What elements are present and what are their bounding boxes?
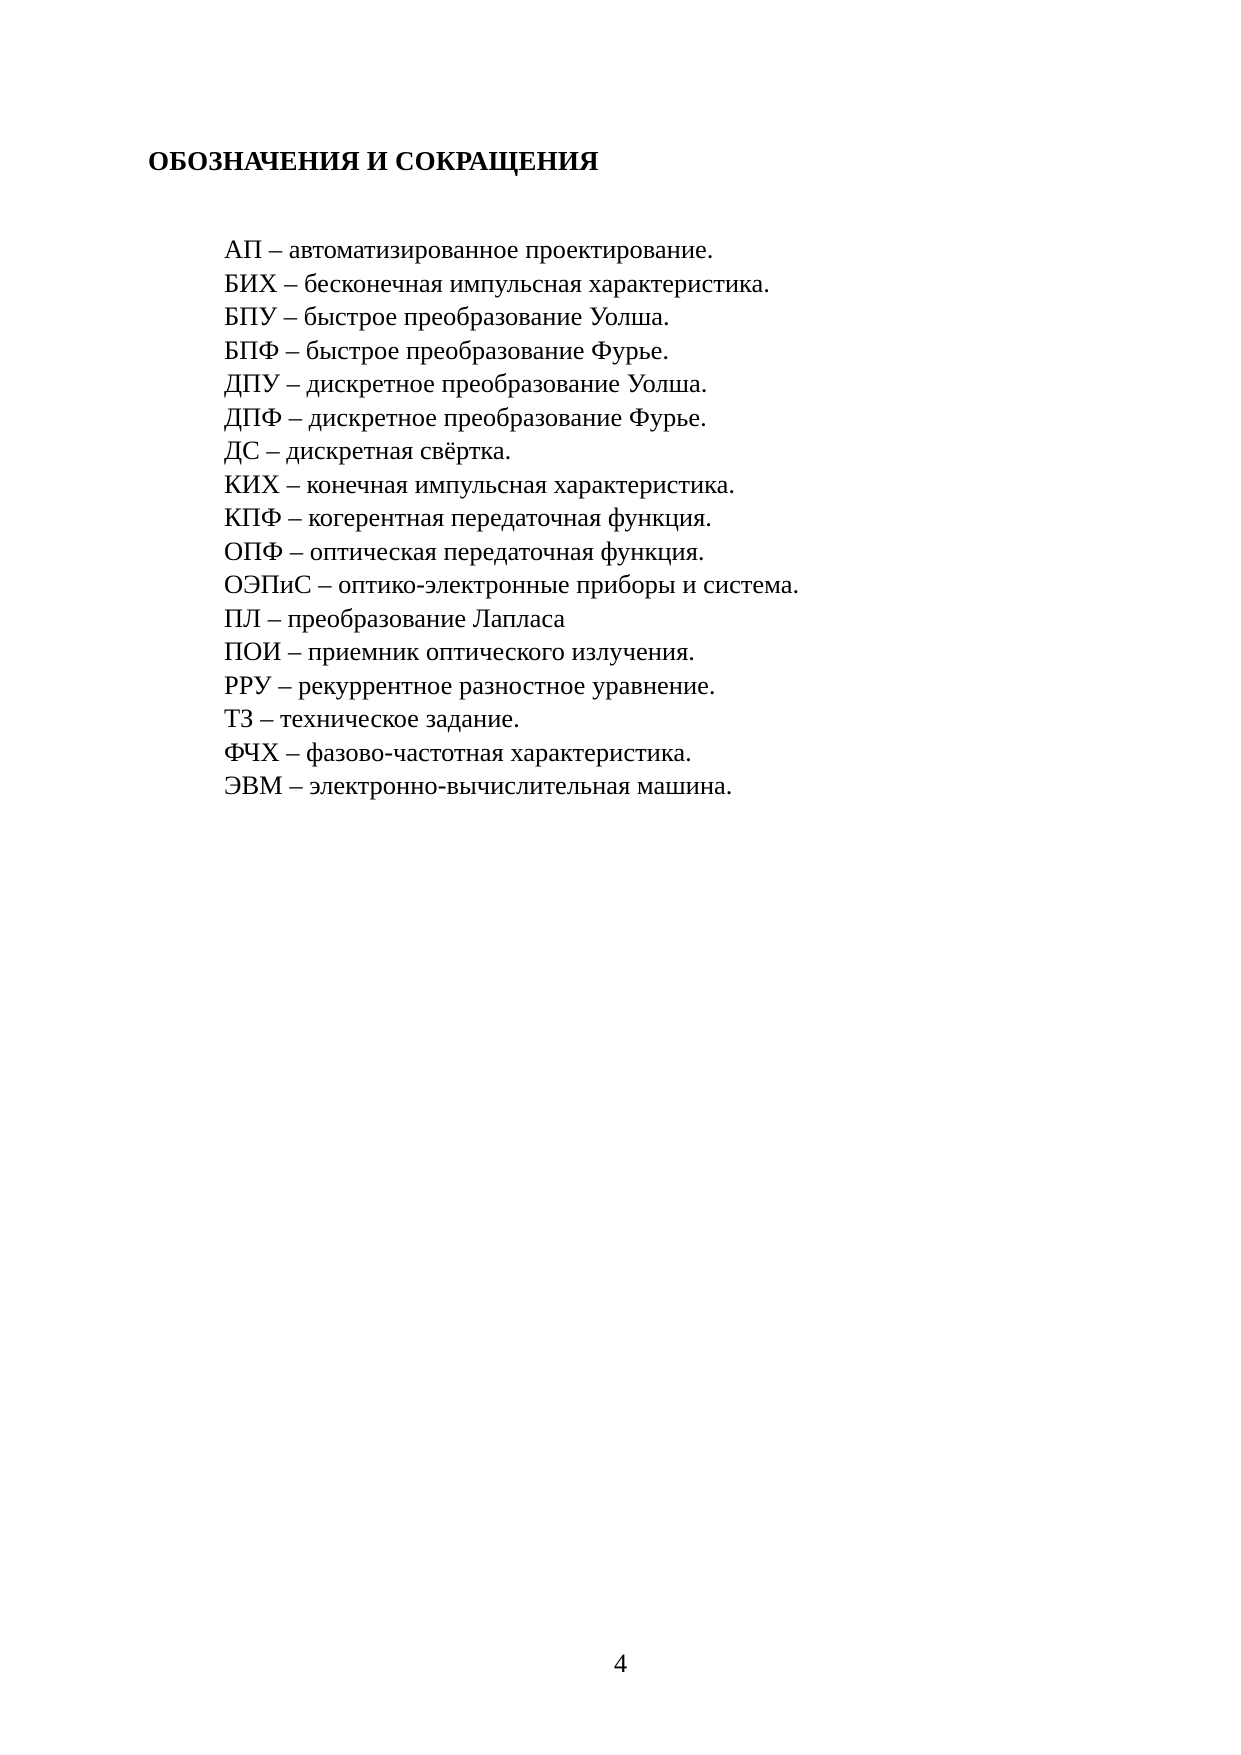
abbreviation-item: ЭВМ – электронно-вычислительная машина.	[224, 770, 733, 800]
abbreviation-item: БПФ – быстрое преобразование Фурье.	[224, 334, 670, 365]
abbreviation-item: КИХ – конечная импульсная характеристика.	[224, 468, 736, 499]
abbreviation-item: БИХ – бесконечная импульсная характеристика.	[224, 267, 770, 298]
abbreviation-item: ФЧХ – фазово-частотная характеристика.	[224, 736, 692, 767]
abbreviation-item: ДПФ – дискретное преобразование Фурье.	[224, 401, 707, 432]
abbreviation-item: РРУ – рекуррентное разностное уравнение.	[224, 669, 716, 700]
abbreviation-list	[224, 233, 799, 803]
abbreviation-item: ПОИ – приемник оптического излучения.	[224, 636, 695, 666]
abbreviation-item: ОЭПиС – оптико-электронные приборы и система.	[224, 569, 800, 599]
abbreviation-item: ДПУ – дискретное преобразование Уолша.	[224, 368, 708, 398]
abbreviation-item: ДС – дискретная свёртка.	[224, 435, 512, 465]
abbreviation-item: ПЛ – преобразование Лапласа	[224, 602, 566, 633]
abbreviation-item: КПФ – когерентная передаточная функция.	[224, 502, 712, 532]
abbreviation-item: ТЗ – техническое задание.	[224, 703, 520, 733]
page-number: 4	[613, 1648, 628, 1678]
abbreviation-item: АП – автоматизированное проектирование.	[224, 234, 714, 264]
abbreviation-item: БПУ – быстрое преобразование Уолша.	[224, 301, 670, 331]
section-title: ОБОЗНАЧЕНИЯ И СОКРАЩЕНИЯ	[148, 146, 599, 176]
abbreviation-item: ОПФ – оптическая передаточная функция.	[224, 535, 705, 566]
